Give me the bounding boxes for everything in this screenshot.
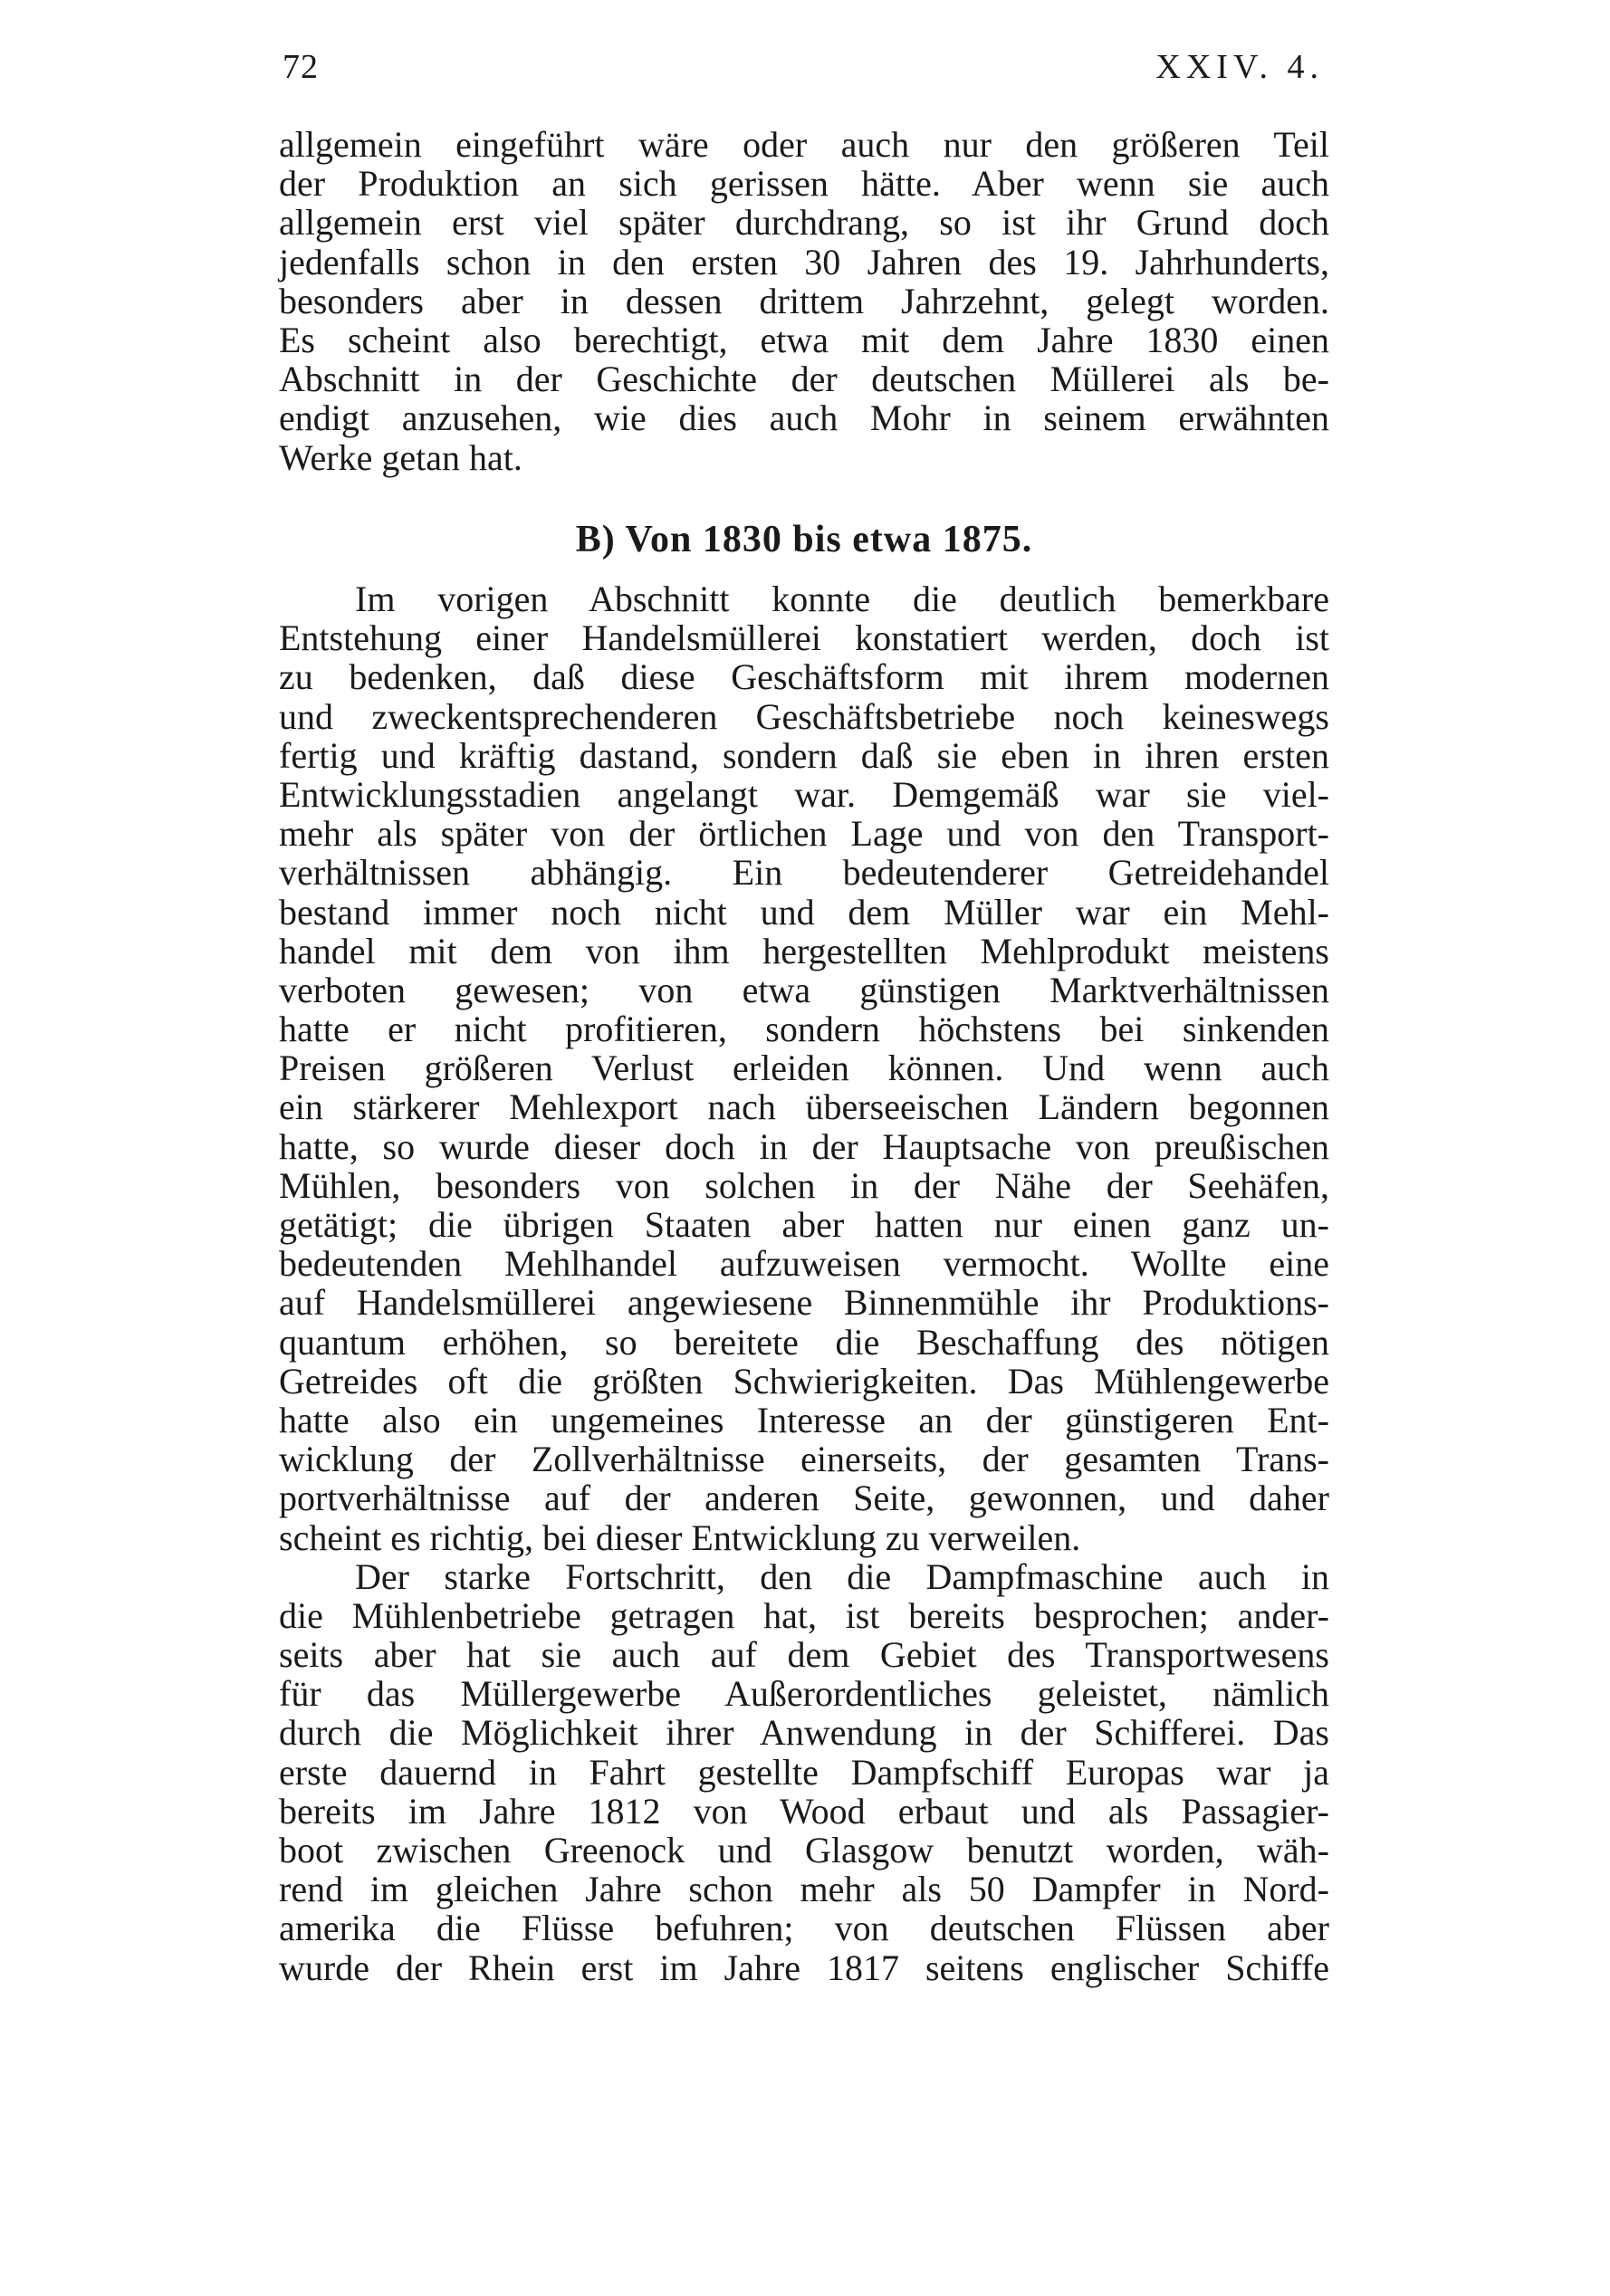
text-line: besonders aber in dessen drittem Jahrzehnt, gelegt worden. bbox=[279, 280, 1329, 321]
text-line: die Mühlenbetriebe getragen hat, ist bereits besprochen; ander- bbox=[279, 1594, 1329, 1636]
text-line: allgemein erst viel später durchdrang, so ist ihr Grund doch bbox=[279, 202, 1329, 244]
text-line: bedeutenden Mehlhandel aufzuweisen vermocht. Wollte eine bbox=[279, 1243, 1329, 1285]
page-number: 72 bbox=[283, 48, 319, 86]
text-line: rend im gleichen Jahre schon mehr als 50 Dampfer in Nord- bbox=[279, 1869, 1329, 1910]
intro-paragraph bbox=[279, 125, 1329, 477]
text-line: erste dauernd in Fahrt gestellte Dampfschiff Europas war ja bbox=[279, 1751, 1329, 1793]
text-line: verboten gewesen; von etwa günstigen Marktverhältnissen bbox=[279, 969, 1329, 1010]
text-line: hatte er nicht profitieren, sondern höchstens bei sinkenden bbox=[279, 1009, 1329, 1050]
text-line: der Produktion an sich gerissen hätte. Aber wenn sie auch bbox=[279, 163, 1329, 205]
text-line: handel mit dem von ihm hergestellten Mehlprodukt meistens bbox=[279, 930, 1329, 971]
text-line: Der starke Fortschritt, den die Dampfmaschine auch in bbox=[355, 1555, 1329, 1597]
text-line: allgemein eingeführt wäre oder auch nur den größeren Teil bbox=[279, 124, 1329, 165]
text-line: portverhältnisse auf der anderen Seite, gewonnen, und daher bbox=[279, 1478, 1329, 1519]
section-heading: B) Von 1830 bis etwa 1875. bbox=[575, 519, 1033, 560]
text-line: Es scheint also berechtigt, etwa mit dem Jahre 1830 einen bbox=[279, 319, 1329, 360]
text-line: getätigt; die übrigen Staaten aber hatten nur einen ganz un- bbox=[279, 1204, 1329, 1245]
signature-mark: XXIV. 4. bbox=[1155, 48, 1324, 86]
text-line: endigt anzusehen, wie dies auch Mohr in seinem erwähnten bbox=[279, 397, 1329, 439]
text-line: für das Müllergewerbe Außerordentliches geleistet, nämlich bbox=[279, 1673, 1329, 1715]
text-line: hatte also ein ungemeines Interesse an der günstigeren Ent- bbox=[279, 1399, 1329, 1440]
text-line: Entstehung einer Handelsmüllerei konstatiert werden, doch ist bbox=[279, 617, 1329, 659]
text-line: Abschnitt in der Geschichte der deutschen Müllerei als be- bbox=[279, 359, 1329, 400]
text-line: wicklung der Zollverhältnisse einerseits, der gesamten Trans- bbox=[279, 1439, 1329, 1480]
text-line: Getreides oft die größten Schwierigkeiten. Das Mühlengewerbe bbox=[279, 1360, 1329, 1402]
text-line: Werke getan hat. bbox=[279, 436, 522, 478]
text-line: Im vorigen Abschnitt konnte die deutlich bemerkbare bbox=[355, 579, 1329, 619]
text-line: zu bedenken, daß diese Geschäftsform mit ihrem modernen bbox=[279, 656, 1329, 698]
text-line: scheint es richtig, bei dieser Entwicklung zu verweilen. bbox=[279, 1516, 1081, 1558]
text-line: durch die Möglichkeit ihrer Anwendung in der Schifferei. Das bbox=[279, 1712, 1329, 1754]
text-line: wurde der Rhein erst im Jahre 1817 seitens englischer Schiffe bbox=[279, 1947, 1329, 1988]
text-line: ein stärkerer Mehlexport nach überseeischen Ländern begonnen bbox=[279, 1086, 1329, 1128]
text-line: auf Handelsmüllerei angewiesene Binnenmühle ihr Produktions- bbox=[279, 1282, 1329, 1324]
running-head bbox=[283, 47, 1324, 92]
text-line: Mühlen, besonders von solchen in der Nähe der Seehäfen, bbox=[279, 1164, 1329, 1206]
text-line: bereits im Jahre 1812 von Wood erbaut und als Passagier- bbox=[279, 1790, 1329, 1832]
text-line: boot zwischen Greenock und Glasgow benutzt worden, wäh- bbox=[279, 1830, 1329, 1870]
text-line: seits aber hat sie auch auf dem Gebiet des Transportwesens bbox=[279, 1634, 1329, 1676]
text-line: hatte, so wurde dieser doch in der Hauptsache von preußischen bbox=[279, 1125, 1329, 1167]
text-line: jedenfalls schon in den ersten 30 Jahren des 19. Jahrhunderts, bbox=[279, 241, 1329, 282]
body-text bbox=[279, 579, 1329, 1987]
text-line: quantum erhöhen, so bereitete die Beschaffung des nötigen bbox=[279, 1321, 1329, 1363]
text-line: bestand immer noch nicht und dem Müller war ein Mehl- bbox=[279, 891, 1329, 933]
text-line: amerika die Flüsse befuhren; von deutschen Flüssen aber bbox=[279, 1908, 1329, 1949]
text-line: mehr als später von der örtlichen Lage und von den Transport- bbox=[279, 813, 1329, 855]
text-line: und zweckentsprechenderen Geschäftsbetriebe noch keineswegs bbox=[279, 695, 1329, 737]
text-line: Preisen größeren Verlust erleiden können. Und wenn auch bbox=[279, 1048, 1329, 1089]
text-line: Entwicklungsstadien angelangt war. Demgemäß war sie viel- bbox=[279, 773, 1329, 815]
text-line: fertig und kräftig dastand, sondern daß sie eben in ihren ersten bbox=[279, 734, 1329, 776]
text-line: verhältnissen abhängig. Ein bedeutenderer Getreidehandel bbox=[279, 852, 1329, 894]
